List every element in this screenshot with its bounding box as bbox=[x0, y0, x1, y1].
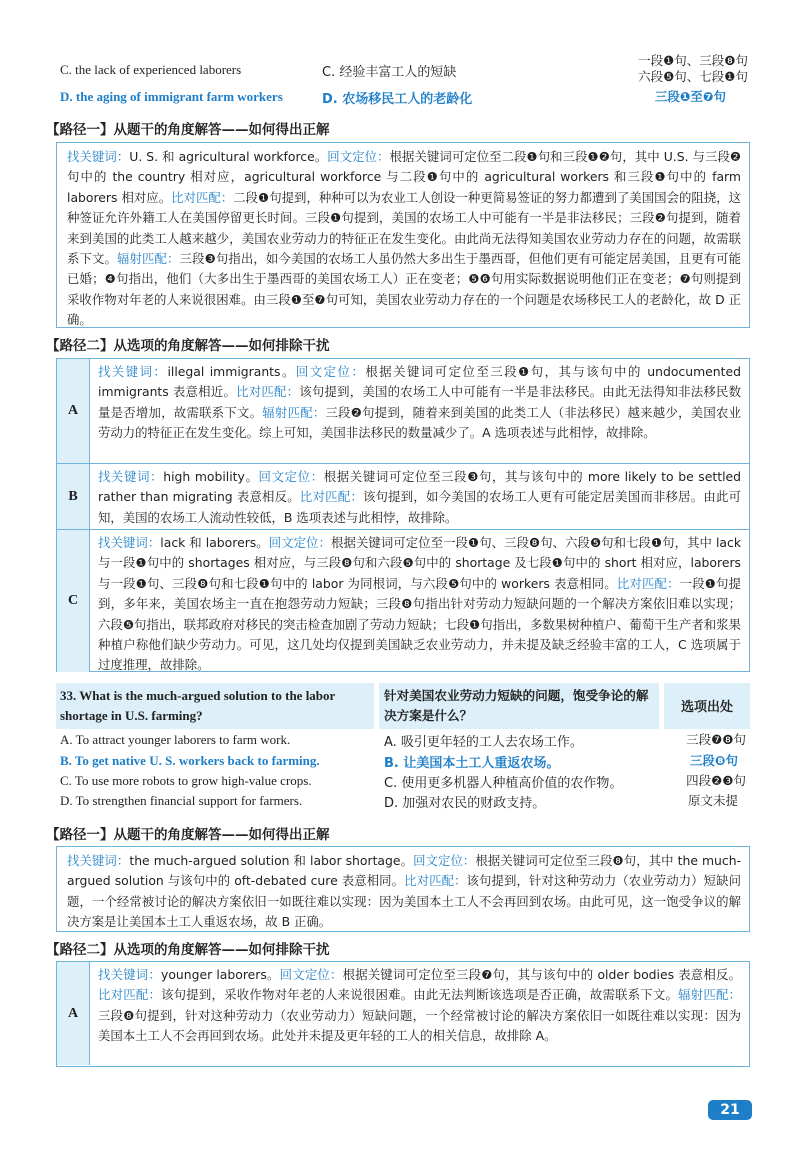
q33-option-c-zh: C. 使用更多机器人种植高价值的农作物。 bbox=[384, 776, 623, 791]
q33-option-d-en: D. To strengthen financial support for farmers. bbox=[60, 793, 303, 808]
q32-option-c-zh: C. 经验丰富工人的短缺 bbox=[322, 65, 457, 80]
q33-path2-title: 【路径二】从选项的角度解答——如何排除干扰 bbox=[46, 942, 330, 958]
q32-path2-title: 【路径二】从选项的角度解答——如何排除干扰 bbox=[46, 338, 330, 354]
q32-option-c-source: 一段❶句、三段❽句 六段❺句、七段❶句 bbox=[638, 53, 748, 84]
q33-option-c-en: C. To use more robots to grow high-value crops. bbox=[60, 773, 312, 788]
q33-option-a-zh: A. 吸引更年轻的工人去农场工作。 bbox=[384, 735, 583, 750]
q33-question-zh: 针对美国农业劳动力短缺的问题，饱受争论的解决方案是什么？ bbox=[384, 688, 649, 723]
q32-path2-row-a bbox=[57, 359, 749, 463]
q32-option-d-source: 三段❶至❼句 bbox=[654, 89, 726, 104]
q32-option-d-zh: D. 农场移民工人的老龄化 bbox=[322, 92, 473, 107]
q33-source-header: 选项出处 bbox=[680, 700, 733, 715]
row-text: 找关键词：younger laborers。回文定位：根据关键词可定位至三段❼句，其与该句中的 older bodies 表意相反。比对匹配：该句提到，采收作物对年老的人来说很困难。由此无法判断该选项是否正确，故需联系下文。辐射匹配：三段❽句提到，针对这种劳动力（农业劳动力）短缺问题，一个经常被讨论的解决方案依旧一如既往难以实现：因为美国本土工人不会再回到农场。此处并未提及更年轻的工人的相关信息，故排除 A。 bbox=[98, 967, 742, 1044]
q33-option-b-source: 三段❽句 bbox=[689, 753, 738, 768]
q33-question-en: 33. What is the much-argued solution to the labor shortage in U.S. farming? bbox=[60, 688, 336, 723]
q32-path1-box: 找关键词：U. S. 和 agricultural workforce。回文定位：根据关键词可定位至二段❶句和三段❶❷句，其中 U.S. 与三段❷句中的 the country 相对应，agricultural workforce 与二段❶句中的 agricultural workers 和三段❶句中的 farm laborers 相对应。比对匹配：二段❶句提到，种种可以为农业工人创设一种更简易签证的努力都遭到了美国国会的阻挠，这种签证允许外籍工人在美国停留更长时间。三段❶句提到，美国的农场工人中可能有一半是非法移民；三段❷句提到，随着来到美国的此类工人越来越少，美国农业劳动力的特征正在发生变化。由此尚无法得知美国农业劳动力存在的问题，故需联系下文。辐射匹配：三段❸句指出，如今美国的农场工人虽仍然大多出生于墨西哥，但他们更有可能定居美国，且更有可能已婚；❹句指出，他们（大多出生于墨西哥的美国农场工人）正在变老；❺❻句用实际数据说明他们正在变老；❼句则提到采收作物对年老的人来说很困难。由三段❶至❼句可知，美国农业劳动力存在的一个问题是农场移民工人的老龄化，故 D 正确。 bbox=[56, 142, 750, 328]
q33-option-b-zh: B. 让美国本土工人重返农场。 bbox=[384, 756, 560, 771]
row-text: 找关键词：illegal immigrants。回文定位：根据关键词可定位至三段❶句，其与该句中的 undocumented immigrants 表意相近。比对匹配：该句提到，美国的农场工人中可能有一半是非法移民。由此无法得知非法移民数量是否增加，故需联系下文。辐射匹配：三段❷句提到，随着来到美国的此类工人（非法移民）越来越少，美国农业劳动力的特征正在发生变化。综上可知，美国非法移民的数量减少了。A 选项表述与此相悖，故排除。 bbox=[98, 364, 742, 441]
q33-option-b-en: B. To get native U. S. workers back to farming. bbox=[60, 753, 320, 768]
row-text: 找关键词：high mobility。回文定位：根据关键词可定位至三段❸句，其与该句中的 more likely to be settled rather than migrating 表意相反。比对匹配：该句提到，如今美国的农场工人更有可能定居美国而非移居。由此可知，美国的农场工人流动性较低，B 选项表述与此相悖，故排除。 bbox=[98, 469, 742, 525]
q33-path2-row-a bbox=[57, 962, 749, 1065]
q33-option-a-source: 三段❼❽句 bbox=[686, 732, 746, 747]
q33-path1-title: 【路径一】从题干的角度解答——如何得出正解 bbox=[46, 827, 330, 843]
q33-path1-box: 找关键词：the much-argued solution 和 labor shortage。回文定位：根据关键词可定位至三段❽句，其中 the much-argued solution 与该句中的 oft-debated cure 表意相同。比对匹配：该句提到，针对这种劳动力（农业劳动力）短缺问题，一个经常被讨论的解决方案依旧一如既往难以实现：因为美国本土工人不会再回到农场。由此可见，这一饱受争议的解决方案是让美国本土工人重返农场，故 B 正确。 bbox=[56, 846, 750, 932]
q32-option-c-en: C. the lack of experienced laborers bbox=[60, 62, 242, 77]
q33-option-d-source: 原文未提 bbox=[687, 793, 738, 808]
q32-path2-table bbox=[56, 358, 750, 672]
q32-path1-title: 【路径一】从题干的角度解答——如何得出正解 bbox=[46, 122, 330, 138]
q33-option-c-source: 四段❷❸句 bbox=[686, 773, 746, 788]
row-letter: A bbox=[57, 359, 90, 463]
q33-path2-table bbox=[56, 961, 750, 1067]
page-number: 21 bbox=[708, 1100, 752, 1120]
q32-path2-row-c bbox=[57, 529, 749, 672]
q33-option-a-en: A. To attract younger laborers to farm work. bbox=[60, 732, 291, 747]
q32-path2-row-b bbox=[57, 463, 749, 529]
q33-option-d-zh: D. 加强对农民的财政支持。 bbox=[384, 796, 546, 811]
q32-option-d-en: D. the aging of immigrant farm workers bbox=[60, 89, 283, 104]
row-text: 找关键词：lack 和 laborers。回文定位：根据关键词可定位至一段❶句、三段❽句、六段❺句和七段❶句，其中 lack 与一段❶句中的 shortages 相对应，与三段❽句和六段❺句中的 shortage 及七段❶句中的 short 相对应，laborers 与一段❶句、三段❽句和七段❶句中的 labor 为同根词，与六段❺句中的 workers 表意相同。比对匹配：一段❶句提到，多年来，美国农场主一直在抱怨劳动力短缺；三段❽句指出针对劳动力短缺问题的一个解决方案依旧难以实现；六段❺句指出，联邦政府对移民的突击检查加剧了劳动力短缺；七段❶句指出，多数果树种植户、葡萄干生产者和浆果种植户称他们缺少劳动力。可见，这几处均仅提到美国缺乏农业劳动力，并未提及缺乏经验丰富的工人，C 选项属于过度推理，故排除。 bbox=[98, 535, 742, 673]
row-letter: C bbox=[57, 530, 90, 672]
row-letter: B bbox=[57, 464, 90, 529]
row-letter: A bbox=[57, 962, 90, 1065]
